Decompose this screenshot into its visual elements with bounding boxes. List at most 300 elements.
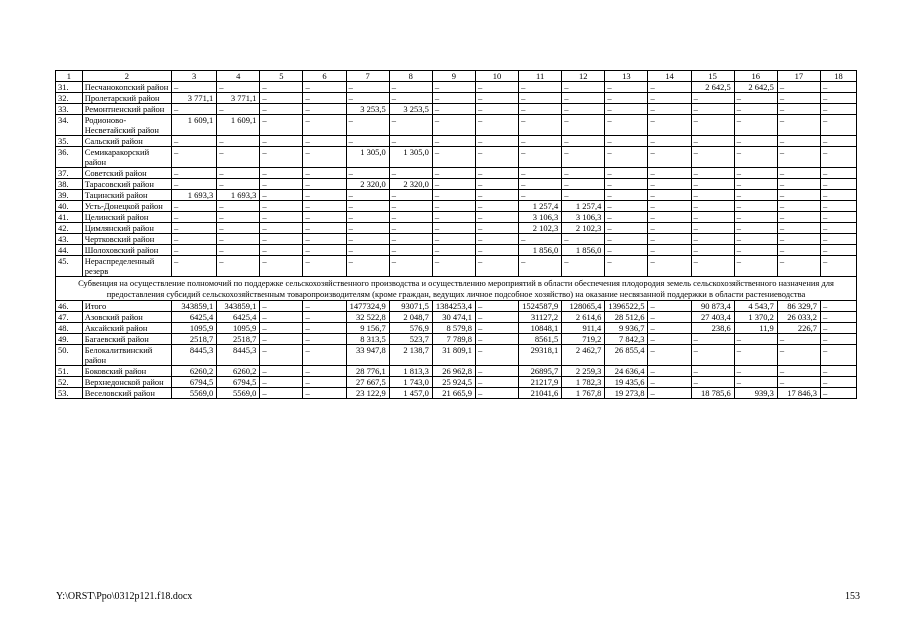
row-number-cell: 45.: [56, 256, 83, 277]
value-cell: –: [605, 179, 648, 190]
value-cell: 6260,2: [172, 366, 217, 377]
value-cell: –: [475, 377, 518, 388]
value-cell: 1 856,0: [519, 245, 562, 256]
value-cell: –: [346, 256, 389, 277]
value-cell: 911,4: [562, 323, 605, 334]
row-number-cell: 36.: [56, 147, 83, 168]
value-cell: 7 842,3: [605, 334, 648, 345]
value-cell: –: [691, 136, 734, 147]
value-cell: 26 033,2: [777, 312, 820, 323]
value-cell: 1095,9: [217, 323, 260, 334]
value-cell: –: [432, 223, 475, 234]
value-cell: –: [820, 245, 856, 256]
table-row: [56, 388, 857, 399]
value-cell: –: [260, 245, 303, 256]
value-cell: 1 693,3: [217, 190, 260, 201]
value-cell: –: [172, 223, 217, 234]
value-cell: 2 642,5: [691, 82, 734, 93]
district-name-cell: Белокалитвинский район: [82, 345, 171, 366]
value-cell: –: [260, 93, 303, 104]
value-cell: –: [303, 301, 346, 312]
value-cell: –: [475, 388, 518, 399]
value-cell: –: [217, 179, 260, 190]
value-cell: –: [777, 245, 820, 256]
value-cell: –: [346, 93, 389, 104]
district-name-cell: Верхнедонской район: [82, 377, 171, 388]
table-row: [56, 245, 857, 256]
district-name-cell: Чертковский район: [82, 234, 171, 245]
value-cell: –: [691, 377, 734, 388]
value-cell: –: [519, 256, 562, 277]
table-row: [56, 323, 857, 334]
column-number-cell: 13: [605, 71, 648, 82]
value-cell: –: [260, 190, 303, 201]
value-cell: 1 257,4: [519, 201, 562, 212]
value-cell: –: [562, 168, 605, 179]
value-cell: –: [217, 104, 260, 115]
value-cell: –: [303, 190, 346, 201]
value-cell: –: [777, 212, 820, 223]
column-number-cell: 8: [389, 71, 432, 82]
value-cell: 27 667,5: [346, 377, 389, 388]
value-cell: –: [346, 223, 389, 234]
value-cell: 1 856,0: [562, 245, 605, 256]
value-cell: –: [777, 201, 820, 212]
value-cell: 26 962,8: [432, 366, 475, 377]
value-cell: 8445,3: [172, 345, 217, 366]
value-cell: –: [777, 234, 820, 245]
value-cell: –: [389, 256, 432, 277]
value-cell: 2518,7: [172, 334, 217, 345]
value-cell: –: [475, 366, 518, 377]
value-cell: –: [346, 190, 389, 201]
value-cell: –: [562, 179, 605, 190]
column-number-cell: 16: [734, 71, 777, 82]
value-cell: 1 609,1: [172, 115, 217, 136]
district-name-cell: Сальский район: [82, 136, 171, 147]
value-cell: 28 512,6: [605, 312, 648, 323]
value-cell: 3 771,1: [172, 93, 217, 104]
value-cell: 238,6: [691, 323, 734, 334]
value-cell: 939,3: [734, 388, 777, 399]
value-cell: –: [734, 223, 777, 234]
value-cell: –: [172, 168, 217, 179]
district-name-cell: Советский район: [82, 168, 171, 179]
value-cell: –: [260, 301, 303, 312]
value-cell: 4 543,7: [734, 301, 777, 312]
value-cell: –: [820, 147, 856, 168]
value-cell: –: [691, 223, 734, 234]
budget-table: [55, 70, 857, 399]
value-cell: 128065,4: [562, 301, 605, 312]
table-row: [56, 366, 857, 377]
value-cell: –: [475, 201, 518, 212]
value-cell: –: [172, 179, 217, 190]
table-row: [56, 136, 857, 147]
value-cell: 6260,2: [217, 366, 260, 377]
value-cell: –: [648, 147, 691, 168]
footer-file-path: Y:\ORST\Ppo\0312p121.f18.docx: [56, 591, 193, 602]
value-cell: –: [475, 212, 518, 223]
value-cell: 1 305,0: [346, 147, 389, 168]
district-name-cell: Усть-Донецкой район: [82, 201, 171, 212]
value-cell: –: [389, 136, 432, 147]
value-cell: –: [432, 168, 475, 179]
value-cell: –: [777, 136, 820, 147]
value-cell: –: [648, 168, 691, 179]
value-cell: –: [389, 82, 432, 93]
value-cell: –: [172, 256, 217, 277]
column-number-cell: 7: [346, 71, 389, 82]
value-cell: –: [303, 136, 346, 147]
value-cell: –: [475, 301, 518, 312]
value-cell: –: [260, 136, 303, 147]
value-cell: –: [648, 312, 691, 323]
value-cell: –: [648, 212, 691, 223]
value-cell: –: [648, 345, 691, 366]
value-cell: –: [260, 334, 303, 345]
value-cell: –: [346, 201, 389, 212]
value-cell: –: [475, 245, 518, 256]
value-cell: –: [475, 234, 518, 245]
value-cell: –: [820, 223, 856, 234]
value-cell: –: [172, 245, 217, 256]
value-cell: –: [648, 377, 691, 388]
value-cell: 2 614,6: [562, 312, 605, 323]
value-cell: –: [172, 234, 217, 245]
value-cell: –: [734, 147, 777, 168]
table-row: [56, 212, 857, 223]
value-cell: –: [777, 147, 820, 168]
column-number-cell: 2: [82, 71, 171, 82]
value-cell: –: [605, 234, 648, 245]
value-cell: –: [562, 115, 605, 136]
section-title: Субвенция на осуществление полномочий по поддержке сельскохозяйственного производства и осуществлению мероприятий в области обеспечения плодородия земель сельскохозяйственного назначения для предоставления субсидий сельскохозяйственным товаропроизводителям (кроме граждан, ведущих личное подсобное хозяйство) на оказание несвязанной поддержки в области растениеводства: [56, 277, 857, 301]
value-cell: 25 924,5: [432, 377, 475, 388]
value-cell: –: [691, 147, 734, 168]
value-cell: –: [820, 323, 856, 334]
value-cell: –: [562, 256, 605, 277]
value-cell: –: [303, 234, 346, 245]
value-cell: 6794,5: [172, 377, 217, 388]
value-cell: –: [648, 256, 691, 277]
district-name-cell: Тацинский район: [82, 190, 171, 201]
table-row: [56, 190, 857, 201]
value-cell: –: [475, 147, 518, 168]
value-cell: –: [734, 377, 777, 388]
table-row: [56, 345, 857, 366]
value-cell: –: [475, 190, 518, 201]
value-cell: –: [691, 93, 734, 104]
row-number-cell: 42.: [56, 223, 83, 234]
value-cell: –: [303, 104, 346, 115]
value-cell: –: [605, 245, 648, 256]
row-number-cell: 41.: [56, 212, 83, 223]
value-cell: 2 642,5: [734, 82, 777, 93]
row-number-cell: 39.: [56, 190, 83, 201]
value-cell: 1 457,0: [389, 388, 432, 399]
value-cell: 24 636,4: [605, 366, 648, 377]
value-cell: 3 106,3: [562, 212, 605, 223]
value-cell: –: [217, 168, 260, 179]
value-cell: 11,9: [734, 323, 777, 334]
value-cell: –: [777, 366, 820, 377]
value-cell: –: [605, 136, 648, 147]
value-cell: 343859,1: [172, 301, 217, 312]
value-cell: 31 809,1: [432, 345, 475, 366]
value-cell: 2 102,3: [519, 223, 562, 234]
row-number-cell: 40.: [56, 201, 83, 212]
row-number-cell: 31.: [56, 82, 83, 93]
value-cell: –: [648, 82, 691, 93]
value-cell: 3 771,1: [217, 93, 260, 104]
table-body-subvention: [56, 301, 857, 399]
value-cell: –: [648, 366, 691, 377]
value-cell: –: [777, 179, 820, 190]
value-cell: 1 370,2: [734, 312, 777, 323]
value-cell: 5569,0: [172, 388, 217, 399]
value-cell: 2 138,7: [389, 345, 432, 366]
column-number-cell: 15: [691, 71, 734, 82]
value-cell: 7 789,8: [432, 334, 475, 345]
value-cell: 576,9: [389, 323, 432, 334]
value-cell: –: [777, 256, 820, 277]
value-cell: –: [172, 104, 217, 115]
value-cell: –: [217, 245, 260, 256]
value-cell: 1524587,9: [519, 301, 562, 312]
value-cell: –: [432, 93, 475, 104]
value-cell: 2 320,0: [346, 179, 389, 190]
value-cell: –: [346, 136, 389, 147]
column-number-cell: 3: [172, 71, 217, 82]
row-number-cell: 48.: [56, 323, 83, 334]
row-number-cell: 47.: [56, 312, 83, 323]
value-cell: 30 474,1: [432, 312, 475, 323]
district-name-cell: Родионово-Несветайский район: [82, 115, 171, 136]
value-cell: –: [734, 115, 777, 136]
row-number-cell: 44.: [56, 245, 83, 256]
value-cell: –: [691, 212, 734, 223]
value-cell: 8 313,5: [346, 334, 389, 345]
value-cell: –: [389, 212, 432, 223]
value-cell: –: [346, 115, 389, 136]
value-cell: –: [303, 377, 346, 388]
value-cell: –: [691, 201, 734, 212]
row-number-cell: 32.: [56, 93, 83, 104]
value-cell: 29318,1: [519, 345, 562, 366]
value-cell: –: [217, 234, 260, 245]
value-cell: –: [346, 234, 389, 245]
row-number-cell: 51.: [56, 366, 83, 377]
value-cell: –: [605, 168, 648, 179]
value-cell: 8445,3: [217, 345, 260, 366]
row-number-cell: 35.: [56, 136, 83, 147]
value-cell: –: [217, 136, 260, 147]
value-cell: –: [432, 179, 475, 190]
value-cell: –: [475, 115, 518, 136]
value-cell: –: [734, 245, 777, 256]
value-cell: –: [217, 201, 260, 212]
value-cell: –: [605, 147, 648, 168]
value-cell: –: [691, 168, 734, 179]
value-cell: 10848,1: [519, 323, 562, 334]
value-cell: –: [432, 147, 475, 168]
table-row: [56, 104, 857, 115]
value-cell: –: [734, 190, 777, 201]
value-cell: –: [820, 212, 856, 223]
value-cell: –: [260, 168, 303, 179]
value-cell: 1384253,4: [432, 301, 475, 312]
value-cell: –: [605, 201, 648, 212]
value-cell: –: [734, 179, 777, 190]
value-cell: –: [820, 104, 856, 115]
value-cell: 2 048,7: [389, 312, 432, 323]
value-cell: –: [389, 93, 432, 104]
value-cell: –: [734, 366, 777, 377]
value-cell: –: [820, 312, 856, 323]
value-cell: –: [648, 334, 691, 345]
row-number-cell: 38.: [56, 179, 83, 190]
value-cell: 33 947,8: [346, 345, 389, 366]
column-number-cell: 4: [217, 71, 260, 82]
table-row: [56, 115, 857, 136]
value-cell: –: [475, 323, 518, 334]
value-cell: –: [260, 388, 303, 399]
value-cell: –: [389, 201, 432, 212]
value-cell: –: [432, 212, 475, 223]
value-cell: 2 102,3: [562, 223, 605, 234]
value-cell: 5569,0: [217, 388, 260, 399]
value-cell: 19 273,8: [605, 388, 648, 399]
value-cell: 93071,5: [389, 301, 432, 312]
value-cell: –: [519, 190, 562, 201]
value-cell: –: [475, 256, 518, 277]
value-cell: 27 403,4: [691, 312, 734, 323]
table-row: [56, 377, 857, 388]
value-cell: 21041,6: [519, 388, 562, 399]
value-cell: –: [303, 245, 346, 256]
row-number-cell: 46.: [56, 301, 83, 312]
value-cell: –: [820, 168, 856, 179]
value-cell: 1 767,8: [562, 388, 605, 399]
value-cell: –: [475, 104, 518, 115]
value-cell: 523,7: [389, 334, 432, 345]
value-cell: 1477324,9: [346, 301, 389, 312]
value-cell: –: [820, 388, 856, 399]
value-cell: –: [691, 366, 734, 377]
value-cell: –: [820, 82, 856, 93]
value-cell: –: [303, 201, 346, 212]
value-cell: 1 782,3: [562, 377, 605, 388]
value-cell: –: [432, 234, 475, 245]
value-cell: –: [605, 212, 648, 223]
table-row: [56, 93, 857, 104]
table-row: [56, 312, 857, 323]
value-cell: –: [260, 115, 303, 136]
value-cell: 28 776,1: [346, 366, 389, 377]
value-cell: 1 305,0: [389, 147, 432, 168]
value-cell: –: [820, 201, 856, 212]
value-cell: –: [820, 345, 856, 366]
value-cell: –: [820, 234, 856, 245]
value-cell: –: [820, 136, 856, 147]
value-cell: –: [777, 377, 820, 388]
value-cell: –: [475, 82, 518, 93]
value-cell: –: [432, 245, 475, 256]
value-cell: 31127,2: [519, 312, 562, 323]
column-number-cell: 14: [648, 71, 691, 82]
value-cell: –: [389, 115, 432, 136]
value-cell: –: [303, 93, 346, 104]
value-cell: 9 936,7: [605, 323, 648, 334]
value-cell: –: [691, 256, 734, 277]
district-name-cell: Азовский район: [82, 312, 171, 323]
table-row: [56, 223, 857, 234]
value-cell: –: [648, 115, 691, 136]
value-cell: –: [562, 136, 605, 147]
value-cell: 719,2: [562, 334, 605, 345]
value-cell: –: [820, 334, 856, 345]
value-cell: –: [562, 234, 605, 245]
value-cell: –: [648, 201, 691, 212]
value-cell: –: [777, 93, 820, 104]
value-cell: –: [691, 245, 734, 256]
value-cell: 3 253,5: [346, 104, 389, 115]
value-cell: –: [519, 168, 562, 179]
value-cell: –: [475, 312, 518, 323]
value-cell: –: [475, 93, 518, 104]
value-cell: –: [346, 212, 389, 223]
value-cell: 86 329,7: [777, 301, 820, 312]
value-cell: 1396522,5: [605, 301, 648, 312]
table-row: [56, 179, 857, 190]
value-cell: –: [820, 190, 856, 201]
value-cell: 26 855,4: [605, 345, 648, 366]
district-name-cell: Целинский район: [82, 212, 171, 223]
value-cell: 2518,7: [217, 334, 260, 345]
value-cell: 18 785,6: [691, 388, 734, 399]
table-row: [56, 82, 857, 93]
value-cell: –: [432, 104, 475, 115]
district-name-cell: Итого: [82, 301, 171, 312]
value-cell: –: [303, 323, 346, 334]
value-cell: –: [172, 212, 217, 223]
value-cell: –: [432, 115, 475, 136]
value-cell: –: [648, 93, 691, 104]
district-name-cell: Веселовский район: [82, 388, 171, 399]
row-number-cell: 49.: [56, 334, 83, 345]
value-cell: 8561,5: [519, 334, 562, 345]
value-cell: –: [260, 312, 303, 323]
value-cell: –: [562, 147, 605, 168]
value-cell: –: [734, 104, 777, 115]
value-cell: –: [605, 93, 648, 104]
row-number-cell: 52.: [56, 377, 83, 388]
value-cell: 6794,5: [217, 377, 260, 388]
value-cell: –: [475, 334, 518, 345]
value-cell: –: [820, 377, 856, 388]
table-row: [56, 201, 857, 212]
value-cell: –: [389, 223, 432, 234]
district-name-cell: Нераспределенный резерв: [82, 256, 171, 277]
row-number-cell: 34.: [56, 115, 83, 136]
value-cell: –: [303, 256, 346, 277]
value-cell: –: [475, 223, 518, 234]
value-cell: 21217,9: [519, 377, 562, 388]
value-cell: –: [605, 223, 648, 234]
value-cell: –: [605, 104, 648, 115]
value-cell: –: [217, 223, 260, 234]
